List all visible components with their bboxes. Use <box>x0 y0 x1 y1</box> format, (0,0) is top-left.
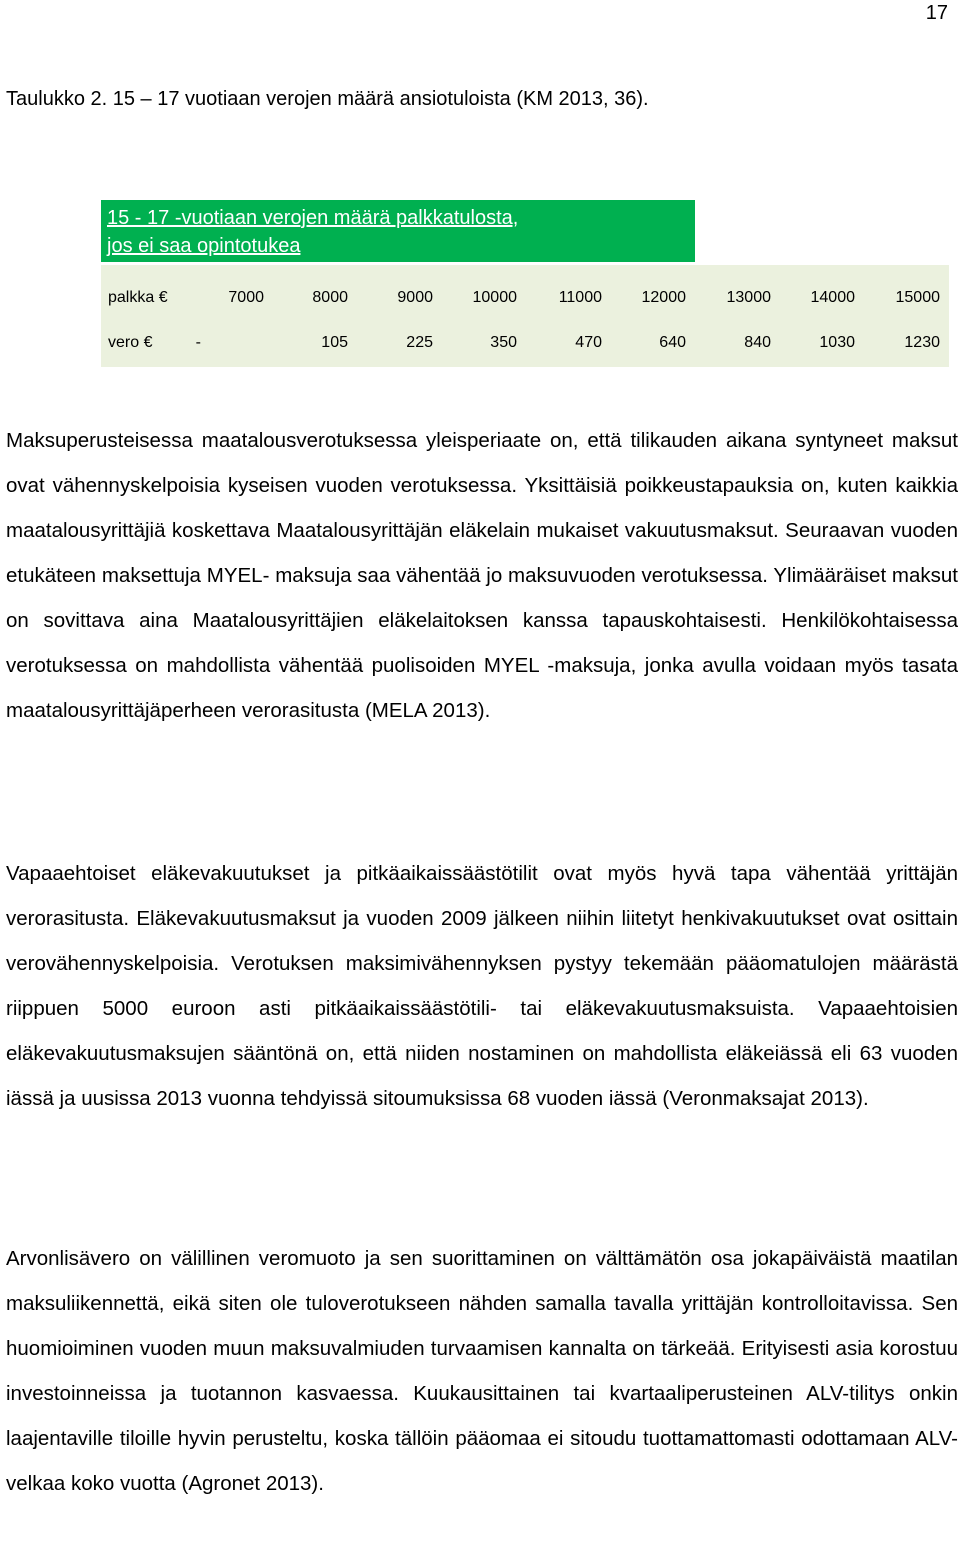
table-cell: 640 <box>659 334 686 351</box>
table-cell: 8000 <box>312 289 348 306</box>
table-cell: 15000 <box>895 289 940 306</box>
table-cell: 1230 <box>904 334 940 351</box>
table-row-palkka <box>101 285 949 311</box>
table-cell: 11000 <box>558 289 602 306</box>
table-cell: 1030 <box>819 334 855 351</box>
table-title-line-1: 15 - 17 -vuotiaan verojen määrä palkkatulosta, <box>107 207 519 229</box>
table-cell: 10000 <box>472 289 517 306</box>
paragraph-3: Arvonlisävero on välillinen veromuoto ja sen suorittaminen on välttämätön osa jokapäiväistä maatilan maksuliikennettä, eikä siten ole tuloverotukseen nähden samalla tavalla yrittäjän kontrolloitavissa. Sen huomioiminen vuoden muun maksuvalmiuden turvaamisen kannalta on tärkeää. Erityisesti asia korostuu investoinneissa ja tuotannon kasvaessa. Kuukausittainen tai kvartaaliperusteinen ALV-tilitys onkin laajentaville tiloille hyvin perusteltu, koska tällöin pääomaa ei sitoudu tuottamattomasti odottamaan ALV- velkaa koko vuotta (Agronet 2013). <box>6 1247 958 1495</box>
table-cell: 225 <box>406 334 433 351</box>
table-title <box>101 200 695 262</box>
table-cell: 470 <box>575 334 602 351</box>
table-cell: 840 <box>744 334 771 351</box>
table-cell: 12000 <box>641 289 686 306</box>
row-label-palkka: palkka € <box>108 289 168 306</box>
tax-table <box>101 265 949 367</box>
table-cell: 105 <box>321 334 348 351</box>
table-cell: 13000 <box>726 289 771 306</box>
table-cell: 7000 <box>228 289 264 306</box>
page-number: 17 <box>925 2 948 24</box>
table-cell: 14000 <box>810 289 855 306</box>
table-cell: 350 <box>490 334 517 351</box>
paragraph-2: Vapaaehtoiset eläkevakuutukset ja pitkäaikaissäästötilit ovat myös hyvä tapa vähentää yrittäjän verorasitusta. Eläkevakuutusmaksut ja vuoden 2009 jälkeen niihin liitetyt henkivakuutukset ovat osittain verovähennyskelpoisia. Verotuksen maksimivähennyksen pystyy tekemään pääomatulojen määrästä riippuen 5000 euroon asti pitkäaikaissäästötili- tai eläkevakuutusmaksuista. Vapaaehtoisien eläkevakuutusmaksujen sääntönä on, että niiden nostaminen on mahdollista eläkeiässä eli 63 vuoden iässä ja uusissa 2013 vuonna tehdyissä sitoumuksissa 68 vuoden iässä (Veronmaksajat 2013). <box>6 862 958 1110</box>
row-label-vero: vero € <box>108 334 153 351</box>
paragraph-1: Maksuperusteisessa maatalousverotuksessa yleisperiaate on, että tilikauden aikana syntyneet maksut ovat vähennyskelpoisia kyseisen vuoden verotuksessa. Yksittäisiä poikkeustapauksia on, kuten kaikkia maatalousyrittäjiä koskettava Maatalousyrittäjän eläkelain mukaiset vakuutusmaksut. Seuraavan vuoden etukäteen maksettuja MYEL- maksuja saa vähentää jo maksuvuoden verotuksessa. Ylimääräiset maksut on sovittava aina Maatalousyrittäjien eläkelaitoksen kanssa tapauskohtaisesti. Henkilökohtaisessa verotuksessa on mahdollista vähentää puolisoiden MYEL -maksuja, jonka avulla voidaan myös tasata maatalousyrittäjäperheen verorasitusta (MELA 2013). <box>6 429 958 722</box>
table-caption: Taulukko 2. 15 – 17 vuotiaan verojen määrä ansiotuloista (KM 2013, 36). <box>6 88 649 110</box>
table-row-vero <box>101 330 949 356</box>
table-cell: - <box>195 334 201 351</box>
table-title-line-2: jos ei saa opintotukea <box>107 235 301 257</box>
table-cell: 9000 <box>397 289 433 306</box>
